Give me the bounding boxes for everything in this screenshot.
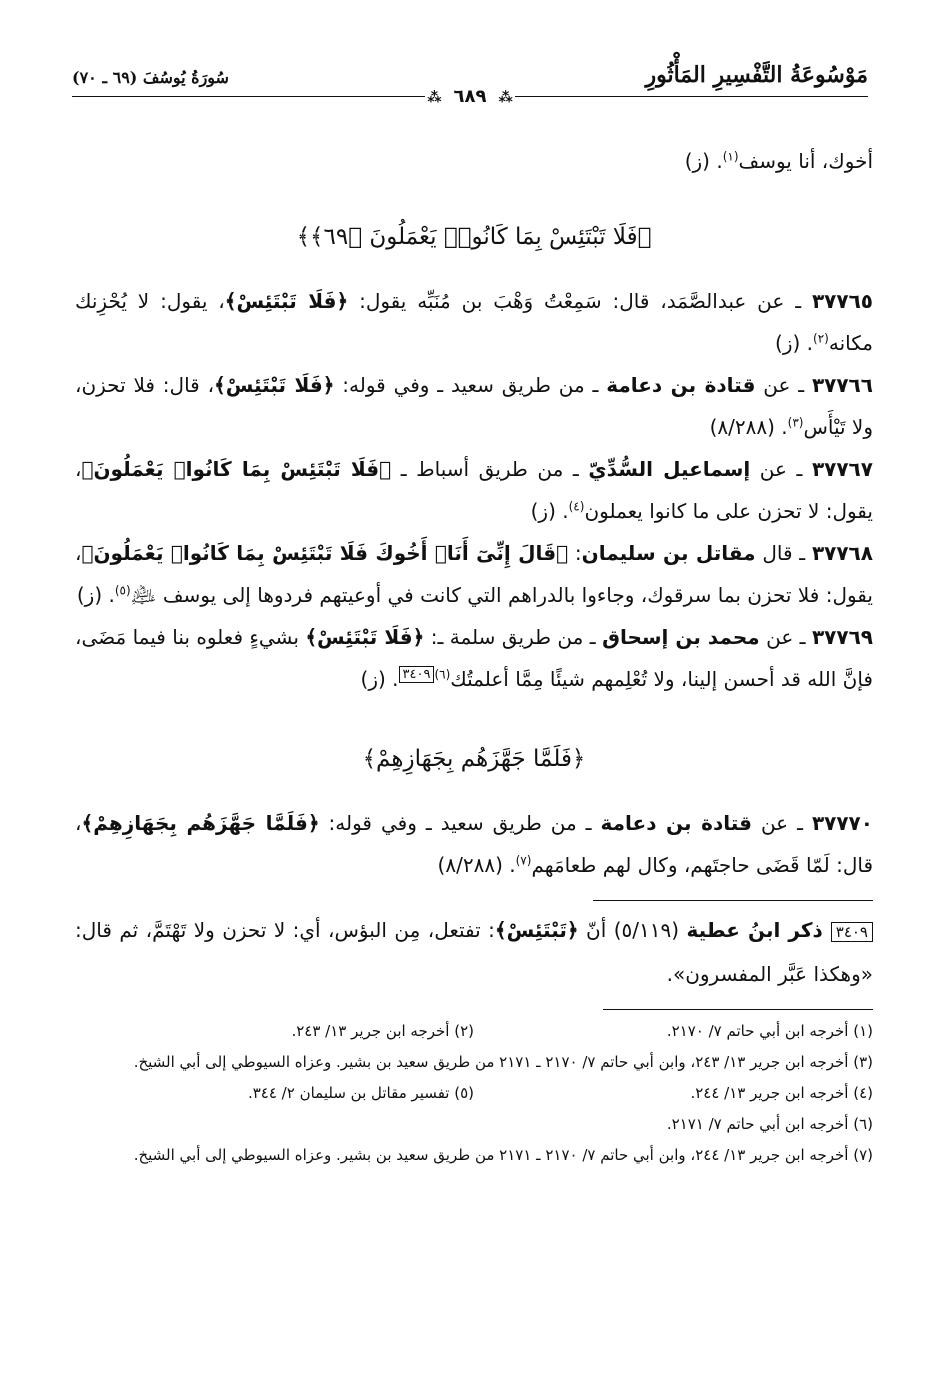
footnote-ref: (٥) [114, 583, 131, 598]
quran-quote: ﴿فَلَا تَبْتَئِسْ﴾ [214, 373, 335, 397]
narrator-name: مقاتل بن سليمان [581, 541, 756, 565]
footnote: (١) أخرجه ابن أبي حاتم ٧/ ٢١٧٠. [666, 1022, 873, 1040]
page-header [72, 62, 868, 120]
entry-number: ٣٧٧٧٠ [811, 811, 873, 835]
entry-tail: . (ز) [360, 667, 399, 691]
ayah-heading: ﴿فَلَا تَبْتَئِسْ بِمَا كَانُوا۟ يَعْمَلُونَ ﴿٦٩﴾﴾ [296, 224, 652, 250]
entry-text: ـ من طريق سعيد ـ وفي قوله: [319, 811, 601, 835]
narration-entry [75, 280, 873, 364]
entry-number: ٣٧٧٦٦ [811, 373, 873, 397]
narration-entry [75, 364, 873, 448]
entry-text: ، قال: فلا تحزن، ولا تَيْأَس [75, 373, 873, 439]
entry-tail: . (٨/٢٨٨) [437, 853, 516, 877]
footnote-row [75, 1078, 873, 1109]
commentary-rule [593, 900, 873, 901]
main-text [75, 140, 873, 1171]
intro-paragraph [75, 140, 873, 182]
ayah-heading: ﴿فَلَمَّا جَهَّزَهُم بِجَهَازِهِمْ﴾ [362, 746, 586, 772]
entry-text: ـ عن عبدالصَّمَد، قال: سَمِعْتُ وَهْبَ بن مُنَبِّه يقول: [348, 289, 812, 313]
entry-text: ـ قال [755, 541, 812, 565]
quran-quote: ﴿فَلَا تَبْتَئِسْ﴾ [305, 625, 425, 649]
footnote-ref: (٣) [787, 415, 804, 430]
entry-text: ، يقول: لا يُحْزِنك مكانه [75, 289, 873, 355]
entry-text: ـ عن [755, 373, 812, 397]
entry-text: ـ عن [750, 457, 812, 481]
footnote: (٢) أخرجه ابن جرير ١٣/ ٢٤٣. [291, 1022, 474, 1040]
footnotes [75, 1016, 873, 1171]
footnote: (٥) تفسير مقاتل بن سليمان ٢/ ٣٤٤. [247, 1084, 474, 1102]
page-number-wrap [72, 86, 868, 107]
narration-entry [75, 616, 873, 700]
commentary-marker: ٣٤٠٩ [831, 922, 873, 942]
entry-text: ، قال: لَمّا قَضَى حاجتَهم، وكال لهم طعامَهم [75, 811, 873, 877]
footnote-row [75, 1016, 873, 1047]
surah-label: سُورَةُ يُوسُفَ (٦٩ ـ ٧٠) [72, 68, 229, 87]
entry-text: : [568, 541, 582, 565]
quran-quote: ﴿فَلَا تَبْتَئِسْ﴾ [224, 289, 349, 313]
narration-entry [75, 802, 873, 886]
entry-tail: . (ز) [76, 583, 115, 607]
ornament-icon: ⁂ [427, 90, 442, 106]
commentary-marker: ٣٤٠٩ [399, 666, 435, 683]
entry-text: ، يقول: فلا تحزن بما سرقوك، وجاءوا بالدراهم التي كانت في أوعيتهم فردوها إلى يوسف ﵇ [75, 541, 873, 607]
entry-tail: . (٨/٢٨٨) [709, 415, 788, 439]
footnote-ref: (٧) [515, 853, 532, 868]
entry-number: ٣٧٧٦٥ [811, 289, 873, 313]
footnote: (٦) أخرجه ابن أبي حاتم ٧/ ٢١٧١. [666, 1115, 873, 1133]
narrator-name: قتادة بن دعامة [600, 811, 752, 835]
quran-quote: ﴿تَبْتَئِسْ﴾ [494, 918, 579, 942]
ornament-icon: ⁂ [498, 90, 513, 106]
entry-number: ٣٧٧٦٨ [811, 541, 873, 565]
intro-tail: . (ز) [684, 149, 723, 173]
quran-quote: ﴿قَالَ إِنِّىٓ أَنَا۠ أَخُوكَ فَلَا تَبْتَئِسْ بِمَا كَانُوا۟ يَعْمَلُونَ﴾ [81, 541, 569, 565]
book-title: مَوْسُوعَةُ التَّفْسِيرِ المَأْثُورِ [645, 62, 868, 88]
entry-text: ـ عن [759, 625, 812, 649]
commentary-text: : تفتعل، مِن البؤس، أي: لا تحزن ولا تَهْتَمَّ، ثم قال: «وهكذا عَبَّر المفسرون». [75, 918, 873, 986]
quran-quote: ﴿فَلَمَّا جَهَّزَهُم بِجَهَازِهِمْ﴾ [81, 811, 320, 835]
footnote-ref: (٦) [434, 667, 451, 682]
page-number: ٦٨٩ [444, 86, 497, 107]
section-gap [75, 700, 873, 738]
intro-text: أخوك، أنا يوسف [738, 149, 873, 173]
commentary-text: (٥/١١٩) أنّ [578, 918, 687, 942]
footnote-ref: (٤) [568, 499, 585, 514]
narrator-name: قتادة بن دعامة [606, 373, 756, 397]
entry-text: ـ من طريق أسباط ـ [391, 457, 589, 481]
narrator-name: إسماعيل السُّدِّيّ [588, 457, 751, 481]
entry-number: ٣٧٧٦٧ [811, 457, 873, 481]
footnote-ref: (٢) [813, 331, 829, 346]
footnote: (٤) أخرجه ابن جرير ١٣/ ٢٤٤. [690, 1084, 873, 1102]
entry-tail: . (ز) [530, 499, 569, 523]
narrator-name: محمد بن إسحاق [602, 625, 760, 649]
footnote: (٣) أخرجه ابن جرير ١٣/ ٢٤٣، وابن أبي حاتم ٧/ ٢١٧٠ ـ ٢١٧١ من طريق سعيد بن بشير. وعزاه السيوطي إلى أبي الشيخ. [133, 1053, 873, 1071]
entry-tail: . (ز) [775, 331, 814, 355]
footnote: (٧) أخرجه ابن جرير ١٣/ ٢٤٤، وابن أبي حاتم ٧/ ٢١٧٠ ـ ٢١٧١ من طريق سعيد بن بشير. وعزاه السيوطي إلى أبي الشيخ. [133, 1146, 873, 1164]
entry-text: ـ من طريق سعيد ـ وفي قوله: [334, 373, 607, 397]
commentary-paragraph [75, 909, 873, 995]
commentator-name: ذكر ابنُ عطية [686, 918, 831, 942]
entry-text: ـ عن [751, 811, 812, 835]
narration-entry [75, 532, 873, 616]
entry-text: بشيءٍ فعلوه بنا فيما مَضَى، فإنَّ الله قد أحسن إلينا، ولا تُعْلِمهم شيئًا مِمَّا أعلمتُك [75, 625, 873, 691]
narration-entry [75, 448, 873, 532]
entry-number: ٣٧٧٦٩ [811, 625, 873, 649]
footnote-rule [603, 1009, 873, 1010]
footnote-ref: (١) [722, 149, 739, 164]
entry-text: ، يقول: لا تحزن على ما كانوا يعملون [75, 457, 873, 523]
entry-text: ـ من طريق سلمة ـ: [424, 625, 603, 649]
quran-quote: ﴿فَلَا تَبْتَئِسْ بِمَا كَانُوا۟ يَعْمَلُونَ﴾ [81, 457, 392, 481]
